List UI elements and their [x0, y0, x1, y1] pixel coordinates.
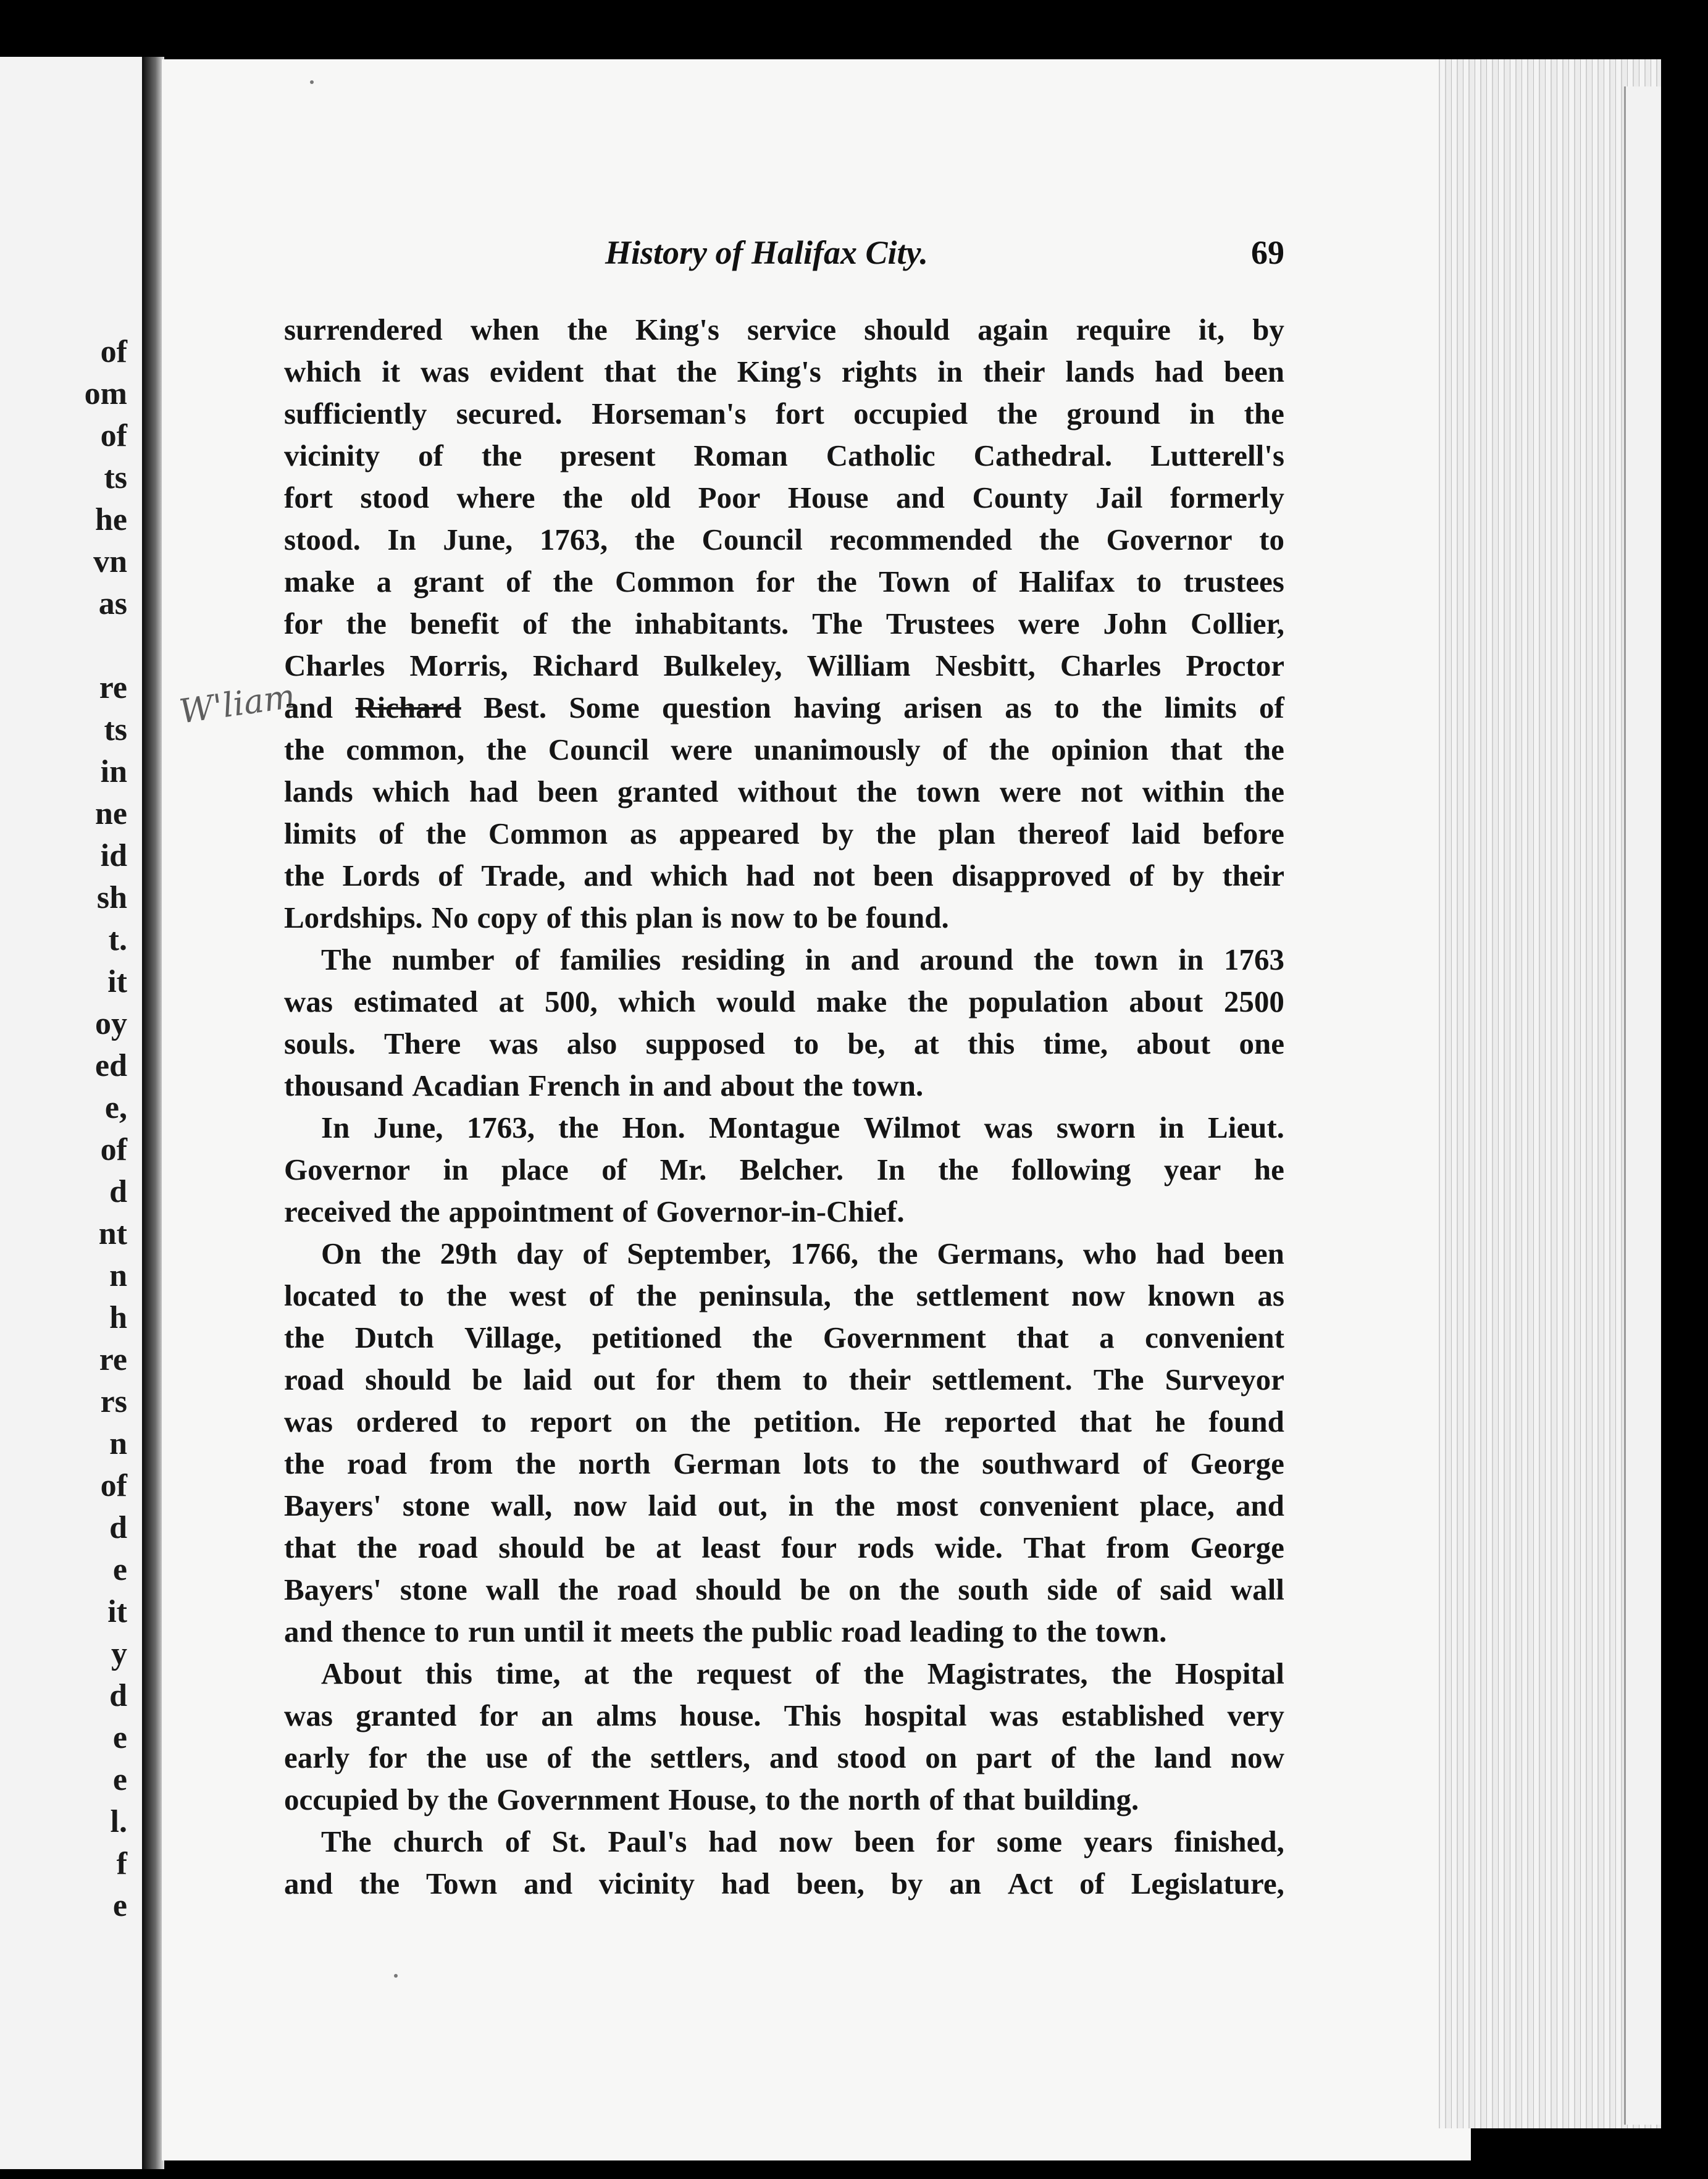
text-line: the Lords of Trade, and which had not been disapproved of by their — [284, 859, 1284, 892]
left-page-fragment: it — [107, 1594, 127, 1629]
text-line: On the 29th day of September, 1766, the Germans, who had been — [321, 1236, 1284, 1270]
text-line: The number of families residing in and around the town in 1763 — [321, 943, 1284, 976]
left-page-fragment: of — [100, 334, 127, 369]
text-line: lands which had been granted without the town were not within the — [284, 775, 1284, 808]
left-page-fragment: d — [109, 1510, 127, 1545]
text-line: fort stood where the old Poor House and County Jail formerly — [284, 481, 1284, 514]
text-line: vicinity of the present Roman Catholic Cathedral. Lutterell's — [284, 439, 1284, 472]
left-page-fragment: n — [109, 1258, 127, 1293]
left-page-fragment: sh — [96, 880, 127, 915]
left-page-fragment: f — [116, 1846, 127, 1881]
text-line: stood. In June, 1763, the Council recommended the Governor to — [284, 523, 1284, 556]
text-line: and the Town and vicinity had been, by an Act of Legislature, — [284, 1866, 1284, 1900]
running-title: History of Halifax City. — [605, 234, 928, 271]
text-line: Bayers' stone wall, now laid out, in the most convenient place, and — [284, 1488, 1284, 1522]
left-page-fragment: rs — [100, 1384, 127, 1419]
left-page-fragment: vn — [93, 544, 127, 579]
left-page-fragment: d — [109, 1174, 127, 1209]
text-line: and thence to run until it meets the public road leading to the town. — [284, 1614, 1167, 1648]
text-line: which it was evident that the King's rights in their lands had been — [284, 355, 1284, 388]
text-line: make a grant of the Common for the Town of Halifax to trustees — [284, 565, 1284, 598]
left-page-fragment: nt — [98, 1216, 127, 1251]
left-page-fragment: y — [111, 1636, 127, 1671]
text-line: Bayers' stone wall the road should be on the south side of said wall — [284, 1572, 1284, 1606]
left-page-fragment: it — [107, 964, 127, 999]
left-page-fragment: of — [100, 418, 127, 453]
text-line: Governor in place of Mr. Belcher. In the following year he — [284, 1152, 1284, 1186]
struck-word: Richard — [355, 691, 461, 724]
text-line: thousand Acadian French in and about the town. — [284, 1069, 924, 1102]
book-gutter — [142, 57, 164, 2169]
left-page-fragment: ne — [95, 796, 127, 831]
left-facing-page — [0, 57, 146, 2169]
left-page-fragment: om — [84, 376, 127, 411]
left-page-fragment: he — [95, 502, 127, 537]
left-page-fragment: d — [109, 1678, 127, 1713]
text-line: was ordered to report on the petition. He reported that he found — [284, 1404, 1284, 1438]
text-line: was granted for an alms house. This hospital was established very — [284, 1698, 1284, 1732]
page-edges-outer — [1624, 86, 1663, 2125]
left-page-fragment: id — [100, 838, 127, 873]
left-page-fragment: h — [109, 1300, 127, 1335]
text-line: sufficiently secured. Horseman's fort occupied the ground in the — [284, 397, 1284, 430]
text-line: About this time, at the request of the Magistrates, the Hospital — [321, 1656, 1284, 1690]
text-line: the common, the Council were unanimously of the opinion that the — [284, 733, 1284, 766]
left-page-fragment: e — [112, 1762, 127, 1797]
text-line: that the road should be at least four rods wide. That from George — [284, 1530, 1284, 1564]
text-line: located to the west of the peninsula, the settlement now known as — [284, 1278, 1284, 1312]
text-line: surrendered when the King's service should again require it, by — [284, 313, 1284, 346]
paper-speck — [394, 1974, 398, 1978]
left-page-fragment: oy — [95, 1006, 127, 1041]
body-text — [284, 309, 1284, 1905]
left-page-fragment: re — [99, 1342, 127, 1377]
text-line: In June, 1763, the Hon. Montague Wilmot was sworn in Lieut. — [321, 1110, 1284, 1144]
text-line: the Dutch Village, petitioned the Government that a convenient — [284, 1320, 1284, 1354]
left-page-fragment: e, — [104, 1090, 127, 1125]
left-page-fragment: ts — [104, 712, 127, 747]
text-line: for the benefit of the inhabitants. The Trustees were John Collier, — [284, 607, 1284, 640]
text-line: occupied by the Government House, to the north of that building. — [284, 1782, 1139, 1816]
left-page-fragments — [0, 57, 142, 1923]
text-line: limits of the Common as appeared by the plan thereof laid before — [284, 817, 1284, 850]
text-line: and Richard Best. Some question having arisen as to the limits of — [284, 687, 1284, 729]
left-page-fragment: of — [100, 1132, 127, 1167]
left-page-fragment: n — [109, 1426, 127, 1461]
left-page-fragment: l. — [110, 1804, 127, 1839]
left-page-fragment: as — [98, 586, 127, 621]
text-line: was estimated at 500, which would make the population about 2500 — [284, 985, 1284, 1018]
left-page-fragment: t. — [108, 922, 127, 957]
text-line: received the appointment of Governor-in-Chief. — [284, 1194, 905, 1228]
left-page-fragment: ed — [95, 1048, 127, 1083]
left-page-fragment: of — [100, 1468, 127, 1503]
left-page-fragment: ts — [104, 460, 127, 495]
left-page-fragment: e — [112, 1888, 127, 1923]
left-page-fragment: re — [99, 670, 127, 705]
paper-speck — [310, 80, 314, 84]
text-line: the road from the north German lots to the southward of George — [284, 1446, 1284, 1480]
text-line: road should be laid out for them to their settlement. The Surveyor — [284, 1362, 1284, 1396]
text-line: Charles Morris, Richard Bulkeley, William Nesbitt, Charles Proctor — [284, 649, 1284, 682]
text-line: early for the use of the settlers, and stood on part of the land now — [284, 1740, 1284, 1774]
left-page-fragment: e — [112, 1552, 127, 1587]
running-head — [284, 233, 1284, 289]
edge-shadow — [1661, 59, 1708, 2179]
left-page-fragment: e — [112, 1720, 127, 1755]
text-line: Lordships. No copy of this plan is now to be found. — [284, 901, 949, 934]
text-line: The church of St. Paul's had now been for some years finished, — [321, 1824, 1284, 1858]
margin-handwriting: W'liam — [177, 676, 298, 731]
page-number: 69 — [1251, 234, 1284, 271]
text-line: souls. There was also supposed to be, at this time, about one — [284, 1027, 1284, 1060]
left-page-fragment: in — [100, 754, 127, 789]
